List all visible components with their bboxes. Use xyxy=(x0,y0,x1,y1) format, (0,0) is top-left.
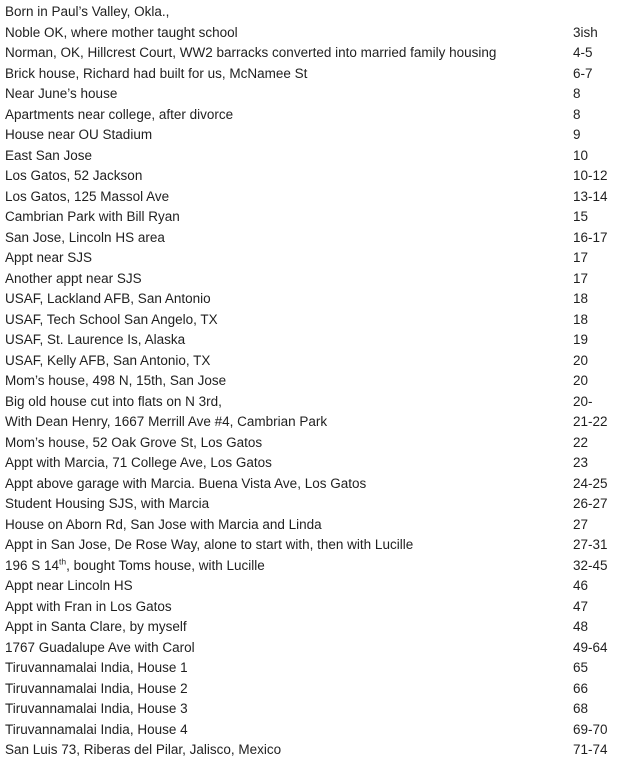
list-item xyxy=(0,535,619,556)
age-value: 23 xyxy=(573,455,589,470)
list-item xyxy=(0,23,619,44)
age-value: 48 xyxy=(573,619,589,634)
place-text: Brick house, Richard had built for us, McNamee St xyxy=(5,65,308,81)
list-item xyxy=(0,638,619,659)
place-text: Born in Paul’s Valley, Okla., xyxy=(5,4,170,19)
age-value: 17 xyxy=(573,250,589,265)
place-text: Appt with Fran in Los Gatos xyxy=(5,598,172,614)
list-item xyxy=(0,146,619,167)
age-value: 18 xyxy=(573,311,589,327)
age-value: 21-22 xyxy=(573,414,608,429)
age-value: 10-12 xyxy=(573,168,608,183)
place-text: Apartments near college, after divorce xyxy=(5,106,234,122)
place-text: USAF, St. Laurence Is, Alaska xyxy=(5,332,186,347)
list-item xyxy=(0,515,619,536)
place-text: USAF, Tech School San Angelo, TX xyxy=(5,311,218,327)
place-text: Los Gatos, 52 Jackson xyxy=(5,168,143,183)
list-item xyxy=(0,453,619,474)
age-value: 10 xyxy=(573,147,589,163)
place-text: Appt with Marcia, 71 College Ave, Los Gatos xyxy=(5,455,272,470)
list-item xyxy=(0,617,619,638)
age-value xyxy=(573,2,619,23)
place-text: Tiruvannamalai India, House 4 xyxy=(5,721,188,737)
age-value: 22 xyxy=(573,434,589,450)
place-text: Appt in San Jose, De Rose Way, alone to start with, then with Lucille xyxy=(5,537,414,552)
superscript-text: th xyxy=(59,556,67,566)
list-item xyxy=(0,597,619,618)
list-item xyxy=(0,2,619,23)
age-value: 26-27 xyxy=(573,496,608,511)
place-text: Tiruvannamalai India, House 2 xyxy=(5,680,188,696)
list-item xyxy=(0,392,619,413)
age-value: 46 xyxy=(573,578,589,593)
list-item xyxy=(0,351,619,372)
place-text: Student Housing SJS, with Marcia xyxy=(5,496,210,511)
age-value: 27 xyxy=(573,516,589,532)
place-text: Big old house cut into flats on N 3rd, xyxy=(5,393,222,409)
age-value: 65 xyxy=(573,660,589,675)
list-item xyxy=(0,207,619,228)
list-item xyxy=(0,125,619,146)
list-item xyxy=(0,310,619,331)
place-text: Los Gatos, 125 Massol Ave xyxy=(5,188,170,204)
age-value: 49-64 xyxy=(573,639,608,655)
list-item xyxy=(0,64,619,85)
place-text: 1767 Guadalupe Ave with Carol xyxy=(5,639,195,655)
place-text: Mom’s house, 498 N, 15th, San Jose xyxy=(5,373,227,388)
age-value: 8 xyxy=(573,86,581,101)
place-text: San Luis 73, Riberas del Pilar, Jalisco, Mexico xyxy=(5,742,282,757)
list-item xyxy=(0,43,619,64)
age-value: 24-25 xyxy=(573,475,608,491)
list-item xyxy=(0,699,619,720)
place-text: House on Aborn Rd, San Jose with Marcia and Linda xyxy=(5,516,322,532)
place-text: With Dean Henry, 1667 Merrill Ave #4, Cambrian Park xyxy=(5,414,328,429)
age-value: 20 xyxy=(573,352,589,368)
age-value: 6-7 xyxy=(573,65,593,81)
list-item xyxy=(0,269,619,290)
list-item xyxy=(0,556,619,577)
age-value: 66 xyxy=(573,680,589,696)
age-value: 8 xyxy=(573,106,581,122)
place-text: Noble OK, where mother taught school xyxy=(5,24,238,40)
age-value: 3ish xyxy=(573,24,598,40)
place-text: House near OU Stadium xyxy=(5,127,153,142)
place-text-segment: 196 S 14 xyxy=(5,557,60,573)
age-value: 18 xyxy=(573,291,589,306)
list-item xyxy=(0,228,619,249)
list-item xyxy=(0,84,619,105)
list-item xyxy=(0,105,619,126)
list-item xyxy=(0,330,619,351)
age-value: 68 xyxy=(573,701,589,716)
age-value: 13-14 xyxy=(573,188,608,204)
place-text: Another appt near SJS xyxy=(5,270,142,286)
list-item xyxy=(0,576,619,597)
list-item xyxy=(0,740,619,760)
place-text: Appt near SJS xyxy=(5,250,93,265)
age-value: 71-74 xyxy=(573,742,608,757)
list-item xyxy=(0,658,619,679)
place-text: USAF, Kelly AFB, San Antonio, TX xyxy=(5,352,211,368)
list-item xyxy=(0,371,619,392)
list-item xyxy=(0,248,619,269)
list-item xyxy=(0,720,619,741)
place-text: USAF, Lackland AFB, San Antonio xyxy=(5,291,211,306)
place-text: Tiruvannamalai India, House 3 xyxy=(5,701,188,716)
age-value: 19 xyxy=(573,332,589,347)
age-value: 20- xyxy=(573,393,593,409)
age-value: 32-45 xyxy=(573,557,608,573)
place-text: Appt near Lincoln HS xyxy=(5,578,133,593)
age-value: 9 xyxy=(573,127,581,142)
list-item xyxy=(0,474,619,495)
list-item xyxy=(0,679,619,700)
age-value: 20 xyxy=(573,373,589,388)
list-item xyxy=(0,494,619,515)
list-item xyxy=(0,433,619,454)
place-text-segment: , bought Toms house, with Lucille xyxy=(66,557,265,573)
age-value: 16-17 xyxy=(573,229,608,245)
place-text: Tiruvannamalai India, House 1 xyxy=(5,660,188,675)
place-text: Mom’s house, 52 Oak Grove St, Los Gatos xyxy=(5,434,263,450)
places-list xyxy=(0,2,619,760)
list-item xyxy=(0,187,619,208)
age-value: 47 xyxy=(573,598,589,614)
place-text: San Jose, Lincoln HS area xyxy=(5,229,165,245)
place-text xyxy=(0,556,573,577)
place-text: Near June’s house xyxy=(5,86,118,101)
place-text: Norman, OK, Hillcrest Court, WW2 barracks converted into married family housing xyxy=(5,45,497,60)
age-value: 15 xyxy=(573,209,589,224)
place-text: East San Jose xyxy=(5,147,93,163)
place-text: Appt in Santa Clare, by myself xyxy=(5,619,187,634)
age-value: 17 xyxy=(573,270,589,286)
list-item xyxy=(0,166,619,187)
place-text: Cambrian Park with Bill Ryan xyxy=(5,209,180,224)
age-value: 27-31 xyxy=(573,537,608,552)
age-value: 4-5 xyxy=(573,45,593,60)
list-item xyxy=(0,412,619,433)
list-item xyxy=(0,289,619,310)
place-text: Appt above garage with Marcia. Buena Vista Ave, Los Gatos xyxy=(5,475,367,491)
age-value: 69-70 xyxy=(573,721,608,737)
